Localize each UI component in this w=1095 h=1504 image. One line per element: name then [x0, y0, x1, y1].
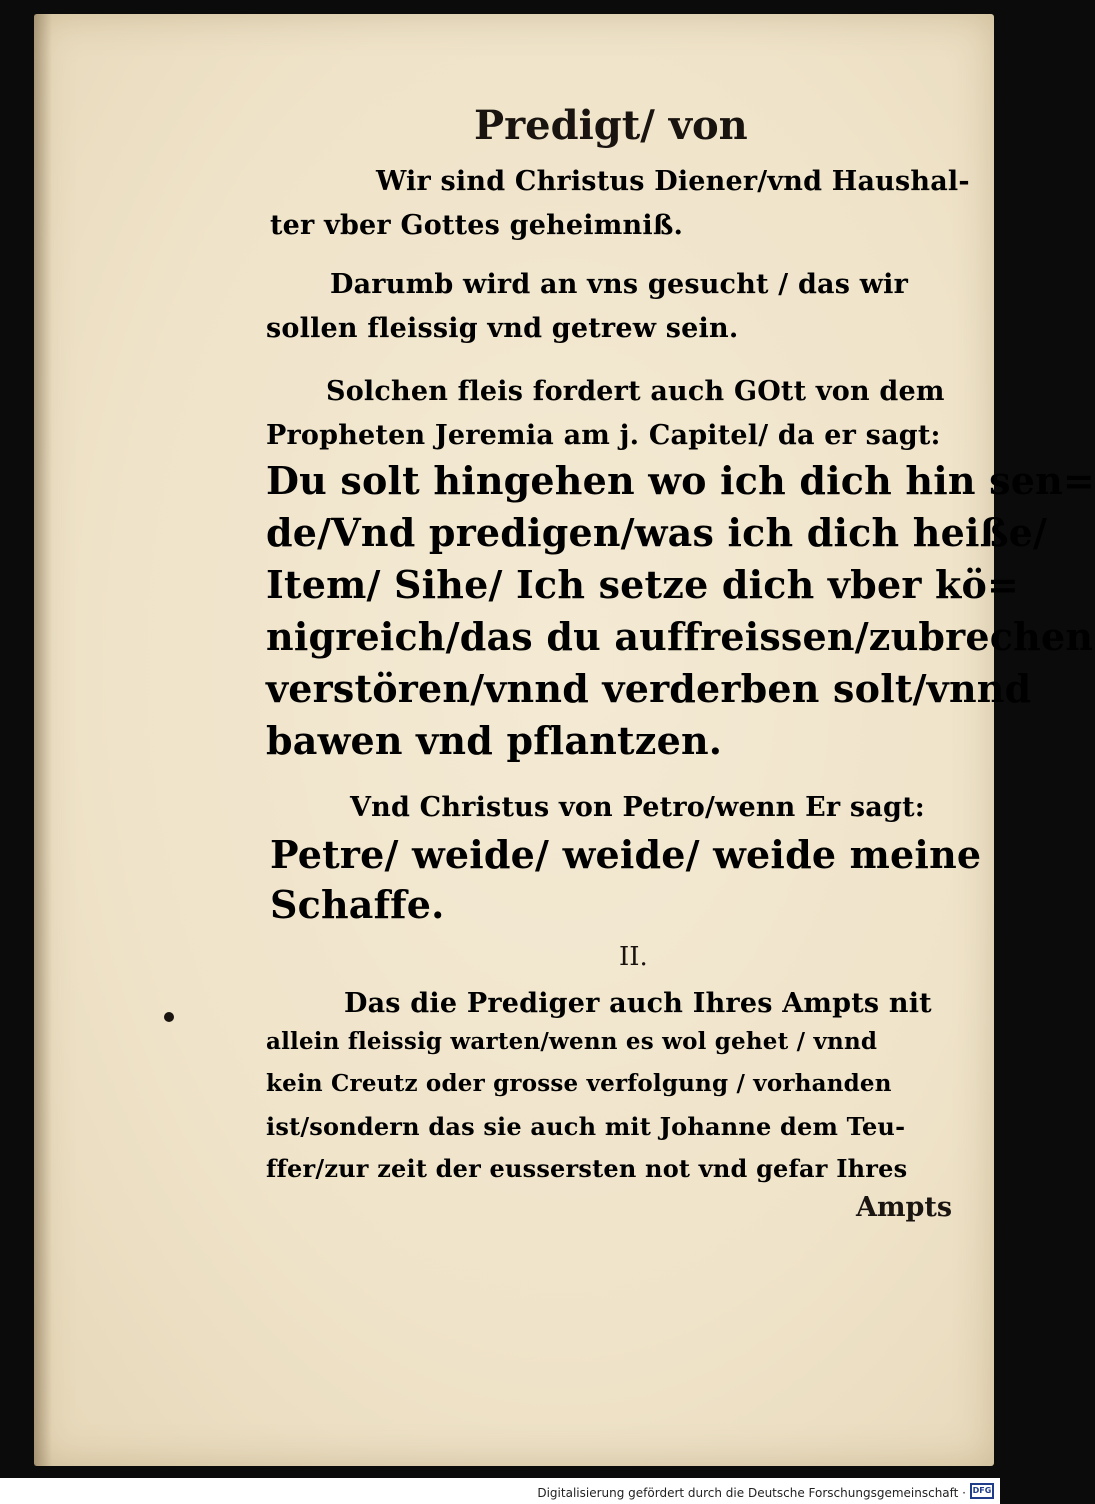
- text-line: ffer/zur zeit der eussersten not vnd gefar Ihres: [266, 1154, 908, 1183]
- text-line-large: Schaffe.: [270, 882, 445, 927]
- dfg-logo: DFG: [970, 1483, 994, 1499]
- text-line: Das die Prediger auch Ihres Ampts nit: [344, 988, 932, 1019]
- text-line: Darumb wird an vns gesucht / das wir: [330, 269, 909, 300]
- text-line-large: de/Vnd predigen/was ich dich heiße/: [266, 510, 1048, 555]
- text-line-large: Petre/ weide/ weide/ weide meine: [270, 832, 982, 877]
- running-head: Predigt/ von: [474, 102, 748, 149]
- text-line-large: nigreich/das du auffreissen/zubrechen: [266, 614, 1094, 659]
- text-line: ist/sondern das sie auch mit Johanne dem Teu-: [266, 1112, 906, 1141]
- text-line: Solchen fleis fordert auch GOtt von dem: [326, 376, 945, 407]
- text-line: allein fleissig warten/wenn es wol gehet / vnnd: [266, 1028, 878, 1055]
- text-line: ter vber Gottes geheimniß.: [270, 210, 684, 241]
- text-line-large: bawen vnd pflantzen.: [266, 718, 723, 763]
- text-line-large: verstören/vnnd verderben solt/vnnd: [266, 666, 1032, 711]
- book-page: [34, 14, 1095, 1466]
- margin-mark: [164, 1012, 174, 1022]
- funding-credit: Digitalisierung gefördert durch die Deutsche Forschungsgemeinschaft ·: [537, 1486, 966, 1500]
- text-line: kein Creutz oder grosse verfolgung / vorhanden: [266, 1070, 892, 1097]
- text-line: Propheten Jeremia am j. Capitel/ da er sagt:: [266, 420, 941, 451]
- catchword: Ampts: [856, 1192, 953, 1223]
- text-line: Wir sind Christus Diener/vnd Haushal-: [376, 166, 970, 197]
- text-line: Vnd Christus von Petro/wenn Er sagt:: [350, 792, 925, 823]
- text-line-large: Du solt hingehen wo ich dich hin sen=: [266, 458, 1095, 503]
- text-line: sollen fleissig vnd getrew sein.: [266, 313, 739, 344]
- footer-bar: [0, 1478, 1000, 1504]
- text-line-large: Item/ Sihe/ Ich setze dich vber kö=: [266, 562, 1020, 607]
- section-number: II.: [619, 942, 648, 972]
